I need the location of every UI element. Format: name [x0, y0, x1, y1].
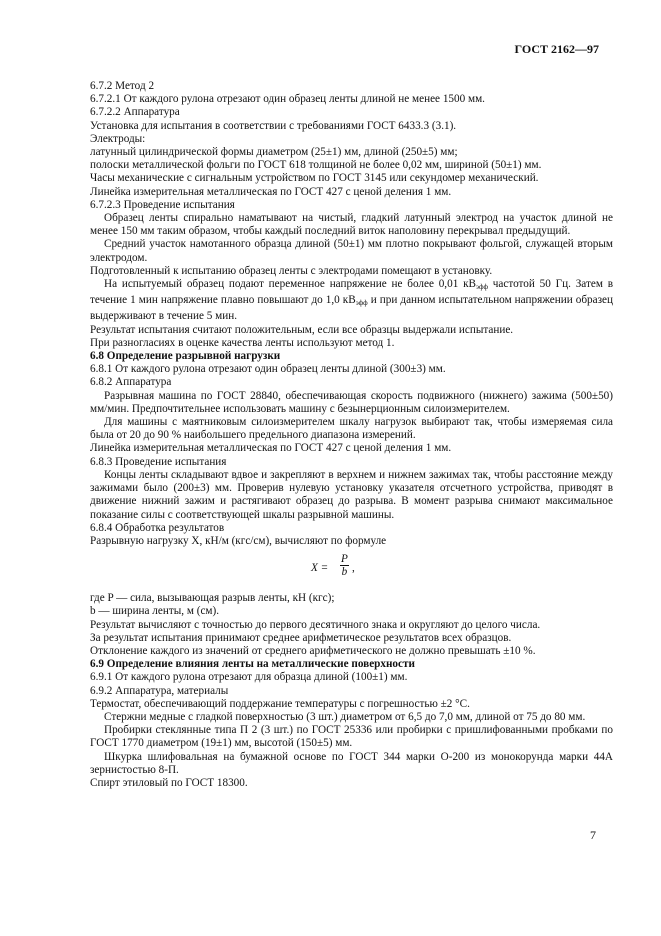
formula-comma: , — [352, 562, 355, 575]
clause-6-7-2-1: 6.7.2.1 От каждого рулона отрезают один образец ленты длиной не менее 1500 мм. — [90, 93, 485, 106]
paragraph: Пробирки стеклянные типа П 2 (3 шт.) по ГОСТ 25336 или пробирки с пришлифованными пробками по ГОСТ 1770 диаметром (19±1) мм, высотой (150±5) мм. — [90, 724, 613, 750]
paragraph: Средний участок намотанного образца длиной (50±1) мм плотно покрывают фольгой, служащей вторым электродом. — [90, 238, 613, 264]
paragraph: Спирт этиловый по ГОСТ 18300. — [90, 776, 248, 789]
paragraph: Результат испытания считают положительным, если все образцы выдержали испытание. — [90, 323, 514, 336]
page-number: 7 — [590, 828, 596, 842]
section-heading-6-8: 6.8 Определение разрывной нагрузки — [90, 350, 281, 363]
paragraph: Подготовленный к испытанию образец ленты с электродами помещают в установку. — [90, 264, 493, 277]
paragraph: За результат испытания принимают среднее арифметическое результатов всех образцов. — [90, 631, 512, 644]
paragraph: Стержни медные с гладкой поверхностью (3 шт.) диаметром от 6,5 до 7,0 мм, длиной от 75 до 80 мм. — [104, 710, 586, 723]
clause-6-8-1: 6.8.1 От каждого рулона отрезают один образец ленты длиной (300±3) мм. — [90, 363, 446, 376]
formula-fraction — [340, 553, 349, 578]
clause-6-7-2: 6.7.2 Метод 2 — [90, 80, 155, 92]
paragraph: При разногласиях в оценке качества ленты используют метод 1. — [90, 336, 395, 349]
formula-numerator: P — [341, 553, 348, 566]
text-line: Часы механические с сигнальным устройством по ГОСТ 3145 или секундомер механический. — [90, 172, 539, 185]
paragraph: Разрывная машина по ГОСТ 28840, обеспечивающая скорость подвижного (нижнего) зажима (500±50) мм/мин. Предпочтительнее использовать машину с безынерционным силоизмерителем. — [90, 389, 613, 415]
clause-6-9-2: 6.9.2 Аппаратура, материалы — [90, 684, 229, 697]
page-header: ГОСТ 2162—97 — [514, 42, 599, 56]
text-line: Электроды: — [90, 132, 146, 145]
clause-6-8-3: 6.8.3 Проведение испытания — [90, 455, 227, 468]
clause-6-7-2-2: 6.7.2.2 Аппаратура — [90, 106, 180, 119]
document-body — [90, 80, 613, 790]
section-heading-6-9: 6.9 Определение влияния ленты на металлические поверхности — [90, 658, 415, 671]
formula-denominator: b — [341, 566, 348, 579]
where-line: b — ширина ленты, м (см). — [90, 605, 220, 618]
paragraph: Разрывную нагрузку X, кН/м (кгс/см), вычисляют по формуле — [90, 534, 387, 547]
text-line: Установка для испытания в соответствии с требованиями ГОСТ 6433.3 (3.1). — [90, 119, 457, 132]
paragraph-voltage: На испытуемый образец подают переменное напряжение не более 0,01 $кВ_{эфф}$ частотой 50 Гц. Затем в течение 1 мин напряжение плавно повышают до 1,0 $кВ_{эфф}$ и при данном испытательном напряжении образец выдерживают в течение 5 мин. — [90, 278, 613, 323]
paragraph: Образец ленты спирально наматывают на чистый, гладкий латунный электрод на участок длиной не менее 150 мм таким образом, чтобы каждый последний виток наполовину перекрывал предыдущий. — [90, 212, 613, 238]
text-line: латунный цилиндрической формы диаметром (25±1) мм, длиной (250±5) мм; — [90, 146, 458, 159]
text-line: полоски металлической фольги по ГОСТ 618 толщиной не более 0,02 мм, шириной (50±1) мм. — [90, 159, 542, 172]
clause-6-8-2: 6.8.2 Аппаратура — [90, 376, 172, 389]
text-line: Линейка измерительная металлическая по ГОСТ 427 с ценой деления 1 мм. — [90, 185, 452, 198]
where-line: где P — сила, вызывающая разрыв ленты, кН (кгс); — [90, 592, 335, 605]
formula-lhs: X = — [311, 562, 329, 575]
clause-6-9-1: 6.9.1 От каждого рулона отрезают для образца длиной (100±1) мм. — [90, 671, 408, 684]
paragraph: Концы ленты складывают вдвое и закрепляют в верхнем и нижнем зажимах так, чтобы расстояние между зажимами было (200±3) мм. Проверив нулевую установку указателя отсчетного устройства, приводят в движение нижний зажим и растягивают образец до разрыва. В момент разрыва снимают максимальное показание силы с соответствующей шкалы разрывной машины. — [90, 468, 613, 521]
clause-6-7-2-3: 6.7.2.3 Проведение испытания — [90, 198, 235, 211]
paragraph: Термостат, обеспечивающий поддержание температуры с погрешностью ±2 °С. — [90, 697, 470, 710]
paragraph: Отклонение каждого из значений от среднего арифметического не должно превышать ±10 %. — [90, 644, 536, 657]
paragraph: Результат вычисляют с точностью до первого десятичного знака и округляют до целого числа. — [90, 618, 541, 631]
paragraph: Линейка измерительная металлическая по ГОСТ 427 с ценой деления 1 мм. — [90, 442, 452, 455]
paragraph: Для машины с маятниковым силоизмерителем шкалу нагрузок выбирают так, чтобы измеряемая сила была от 20 до 90 % наибольшего предельного диапазона измерений. — [90, 416, 613, 442]
paragraph: Шкурка шлифовальная на бумажной основе по ГОСТ 344 марки О-200 из монокорунда марки 44А зернистостью 8-П. — [90, 750, 613, 776]
formula — [90, 548, 599, 592]
clause-6-8-4: 6.8.4 Обработка результатов — [90, 521, 225, 534]
